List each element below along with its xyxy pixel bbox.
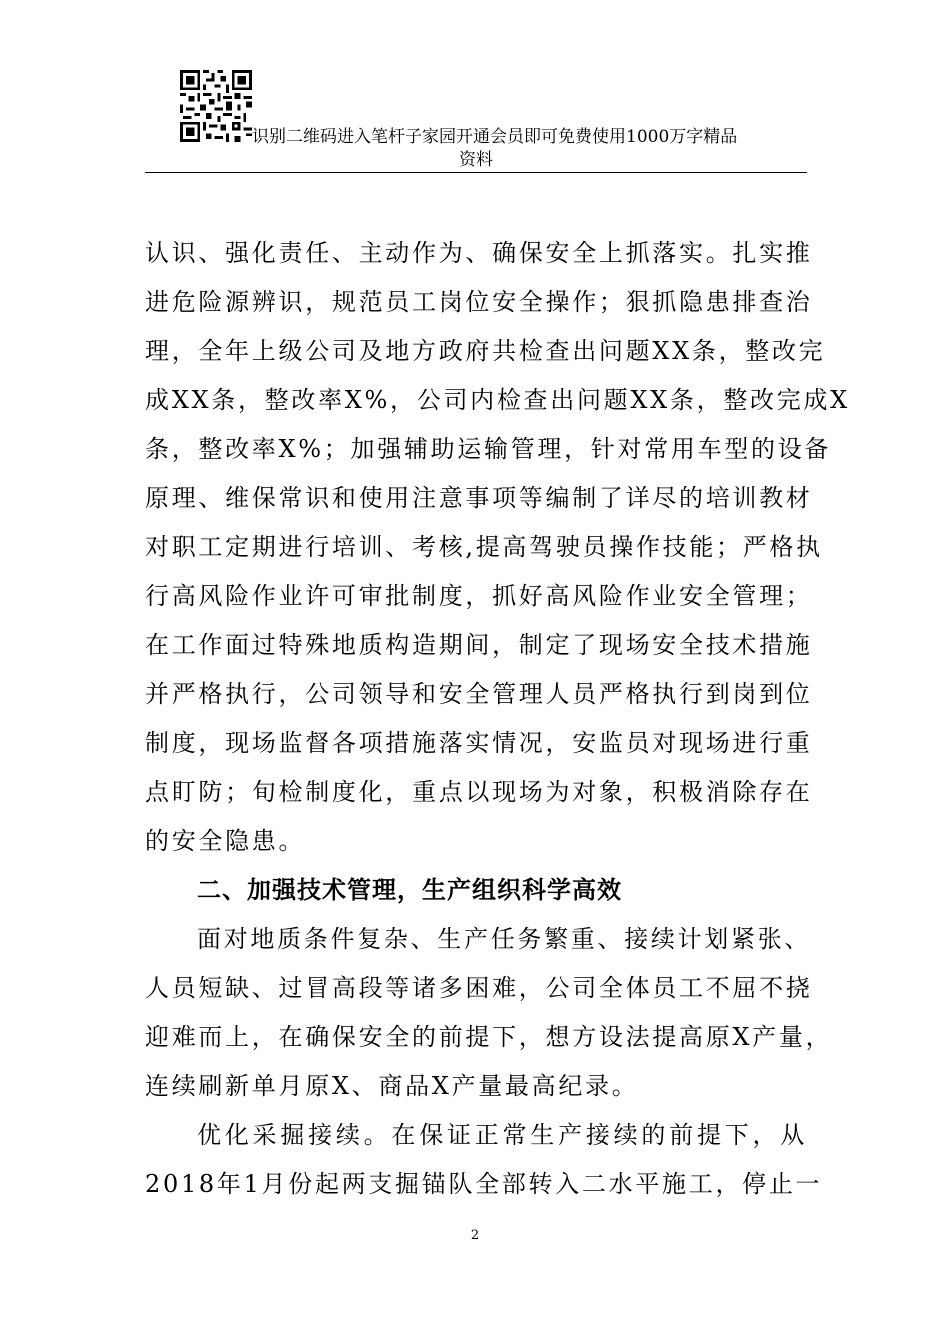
body-line: 人员短缺、过冒高段等诸多困难，公司全体员工不屈不挠 xyxy=(145,974,813,1002)
body-line: 的安全隐患。 xyxy=(145,827,306,855)
body-line: 制度，现场监督各项措施落实情况，安监员对现场进行重 xyxy=(145,729,813,757)
body-line: 连续刷新单月原X、商品X产量最高纪录。 xyxy=(145,1072,639,1100)
body-line: 并严格执行，公司领导和安全管理人员严格执行到岗到位 xyxy=(145,680,813,708)
page-number: 2 xyxy=(470,1228,480,1243)
document-body xyxy=(145,232,850,1212)
header-text-continued: 资料 xyxy=(459,150,493,170)
body-line: 原理、维保常识和使用注意事项等编制了详尽的培训教材 xyxy=(145,484,813,512)
header-divider xyxy=(145,172,807,173)
header-text: 识别二维码进入笔杆子家园开通会员即可免费使用1000万字精品 xyxy=(252,127,738,147)
section-heading: 二、加强技术管理，生产组织科学高效 xyxy=(197,876,622,904)
body-line: 在工作面过特殊地质构造期间，制定了现场安全技术措施 xyxy=(145,631,813,659)
body-line: 迎难而上，在确保安全的前提下，想方设法提高原X产量， xyxy=(145,1023,833,1051)
body-line: 认识、强化责任、主动作为、确保安全上抓落实。扎实推 xyxy=(145,239,813,267)
body-line: 条，整改率X%；加强辅助运输管理，针对常用车型的设备 xyxy=(145,435,832,463)
body-line: 成XX条，整改率X%，公司内检查出问题XX条，整改完成X xyxy=(145,386,850,414)
body-line: 行高风险作业许可审批制度，抓好高风险作业安全管理； xyxy=(145,582,813,610)
body-line: 进危险源辨识，规范员工岗位安全操作；狠抓隐患排查治 xyxy=(145,288,813,316)
body-line: 点盯防；旬检制度化，重点以现场为对象，积极消除存在 xyxy=(145,778,813,806)
body-line: 优化采掘接续。在保证正常生产接续的前提下，从 xyxy=(197,1121,807,1149)
body-line: 对职工定期进行培训、考核,提高驾驶员操作技能；严格执 xyxy=(145,533,823,561)
body-line: 面对地质条件复杂、生产任务繁重、接续计划紧张、 xyxy=(197,925,812,953)
qr-code-icon xyxy=(180,70,252,142)
body-line: 理，全年上级公司及地方政府共检查出问题XX条，整改完 xyxy=(145,337,826,365)
body-line: 2018年1月份起两支掘锚队全部转入二水平施工，停止一 xyxy=(145,1170,823,1198)
